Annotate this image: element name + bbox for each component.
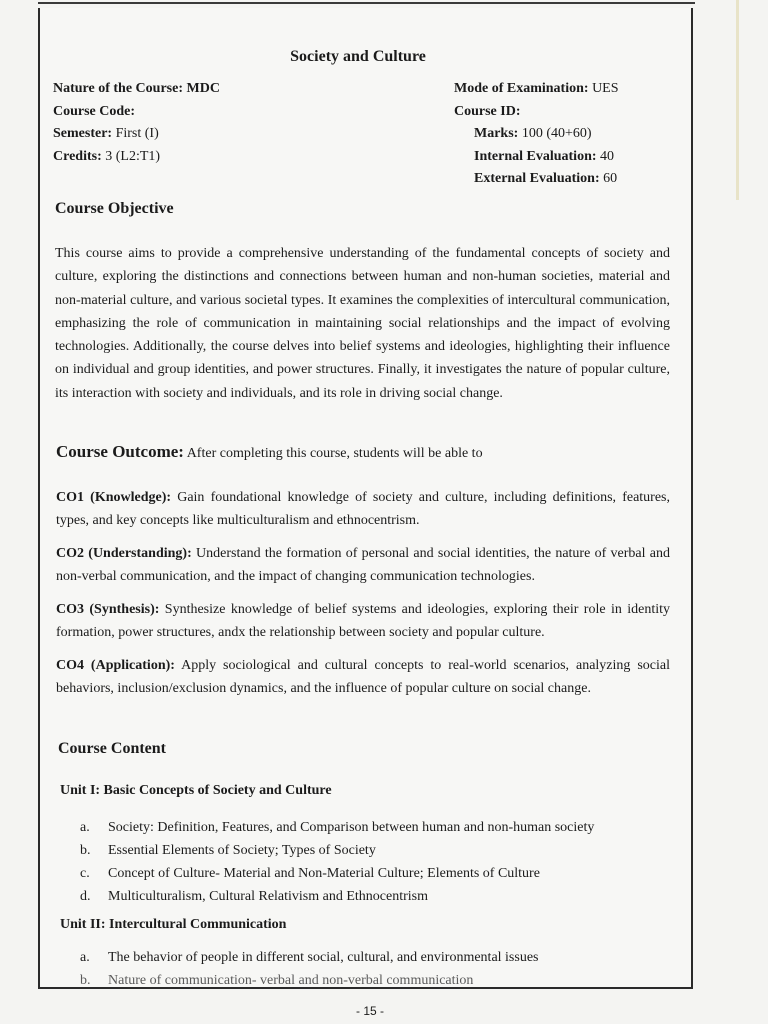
internal-label: Internal Evaluation: xyxy=(474,148,597,164)
outcome-heading: Course Outcome: xyxy=(56,442,184,461)
page-edge-shadow xyxy=(736,0,739,200)
list-item-label: a. xyxy=(80,950,90,965)
internal-value: 40 xyxy=(600,148,615,164)
list-item-text: Society: Definition, Features, and Comparison between human and non-human society xyxy=(108,820,595,835)
list-item xyxy=(80,862,594,885)
course-meta-left xyxy=(53,78,220,168)
course-meta-right xyxy=(454,78,619,191)
page-number: - 15 - xyxy=(355,1004,384,1018)
co3-item xyxy=(56,598,670,644)
list-item-text: Essential Elements of Society; Types of Society xyxy=(108,843,376,858)
nature-row xyxy=(53,78,220,101)
list-item xyxy=(80,969,539,992)
credits-label: Credits: xyxy=(53,148,102,164)
list-item xyxy=(80,946,539,969)
unit-1-list xyxy=(80,816,594,908)
co2-item xyxy=(56,542,670,588)
mode-row xyxy=(454,78,619,101)
list-item-label: c. xyxy=(80,866,90,881)
nature-value: MDC xyxy=(186,81,220,96)
co4-label: CO4 (Application): xyxy=(56,658,175,673)
co2-text: Understand the formation of personal and social identities, the nature of verbal and non-verbal communication, and the impact of changing communication technologies. xyxy=(56,546,671,584)
list-item-text: Concept of Culture- Material and Non-Material Culture; Elements of Culture xyxy=(108,866,540,881)
nature-label: Nature of the Course: xyxy=(53,81,183,96)
list-item-text: Multiculturalism, Cultural Relativism and Ethnocentrism xyxy=(108,889,429,904)
unit-2-title: Unit II: Intercultural Communication xyxy=(60,917,287,932)
unit-2-list xyxy=(80,946,539,992)
external-value: 60 xyxy=(603,171,618,186)
course-title: Society and Culture xyxy=(290,48,426,65)
co3-text: Synthesize knowledge of belief systems and ideologies, exploring their role in identity formation, power structures, andx the relationship between society and popular culture. xyxy=(56,602,671,640)
co2-label: CO2 (Understanding): xyxy=(56,546,192,561)
credits-value: 3 (L2:T1) xyxy=(105,148,161,164)
list-item xyxy=(80,816,594,839)
objective-heading: Course Objective xyxy=(55,200,174,217)
unit-1-title: Unit I: Basic Concepts of Society and Culture xyxy=(60,783,332,798)
list-item-label: b. xyxy=(80,843,91,858)
outcome-header xyxy=(56,442,483,462)
course-id-row xyxy=(454,101,619,124)
credits-row xyxy=(53,146,220,169)
semester-value: First (I) xyxy=(115,126,159,141)
list-item xyxy=(80,839,594,862)
marks-value: 100 (40+60) xyxy=(521,126,592,141)
co4-text: Apply sociological and cultural concepts to real-world scenarios, analyzing social behaviors, inclusion/exclusion dynamics, and the influence of popular culture on social change. xyxy=(56,658,670,696)
course-code-row xyxy=(53,101,220,124)
co1-label: CO1 (Knowledge): xyxy=(56,490,172,505)
co1-item xyxy=(56,486,670,532)
course-id-label: Course ID: xyxy=(454,103,521,119)
list-item-text: The behavior of people in different social, cultural, and environmental issues xyxy=(108,950,539,965)
objective-text: This course aims to provide a comprehensive understanding of the fundamental concepts of society and culture, exploring the distinctions and connections between human and non-human societies, material and non-material culture, and various societal types. It examines the complexities of intercultural communication, emphasizing the role of communication in maintaining social relationships and the impact of evolving technologies. Additionally, the course delves into belief systems and ideologies, highlighting their influence on individual and group identities, and power structures. Finally, it investigates the nature of popular culture, its interaction with society and individuals, and its role in driving social change. xyxy=(55,246,670,401)
list-item-label: b. xyxy=(80,973,91,988)
co3-label: CO3 (Synthesis): xyxy=(56,602,160,617)
co4-item xyxy=(56,654,670,700)
internal-row xyxy=(454,146,619,169)
semester-row xyxy=(53,123,220,146)
list-item-label: d. xyxy=(80,889,91,904)
semester-label: Semester: xyxy=(53,126,113,141)
list-item-label: a. xyxy=(80,820,90,835)
page-border-top xyxy=(38,2,695,4)
external-row xyxy=(454,168,619,191)
co1-text: Gain foundational knowledge of society and culture, including definitions, features, types, and key concepts like multiculturalism and ethnocentrism. xyxy=(56,490,671,528)
mode-value: UES xyxy=(592,81,619,96)
outcome-intro: After completing this course, students will be able to xyxy=(186,446,483,461)
content-heading: Course Content xyxy=(58,740,166,757)
course-code-label: Course Code: xyxy=(53,103,136,119)
external-label: External Evaluation: xyxy=(474,171,600,186)
list-item-text: Nature of communication- verbal and non-verbal communication xyxy=(108,973,474,988)
list-item xyxy=(80,885,594,908)
marks-row xyxy=(454,123,619,146)
mode-label: Mode of Examination: xyxy=(454,81,589,96)
marks-label: Marks: xyxy=(474,126,519,141)
